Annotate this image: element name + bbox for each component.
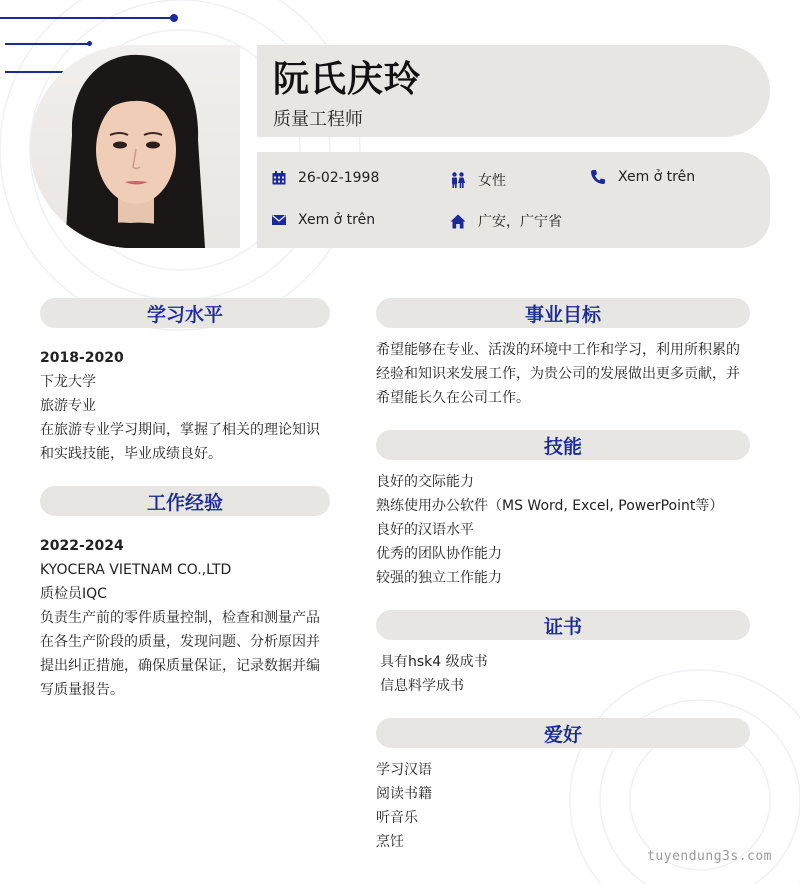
birthdate-value: 26-02-1998 bbox=[298, 170, 380, 186]
education-major: 旅游专业 bbox=[40, 398, 96, 414]
phone-icon bbox=[590, 169, 606, 185]
name-panel bbox=[257, 45, 770, 137]
skills-section bbox=[376, 470, 776, 590]
address-value: 广安，广宁省 bbox=[478, 214, 562, 230]
phone-value: Xem ở trên bbox=[618, 169, 696, 185]
contact-phone bbox=[590, 169, 695, 185]
gender-value: 女性 bbox=[478, 173, 506, 189]
experience-heading: 工作经验 bbox=[40, 486, 330, 516]
experience-desc-line: 写质量报告。 bbox=[40, 682, 124, 698]
objective-section bbox=[376, 338, 766, 410]
certificate-item: 信息料学成书 bbox=[380, 678, 464, 694]
objective-line: 希望能够在专业、活泼的环境中工作和学习，利用所积累的 bbox=[376, 342, 740, 358]
decor-line-3 bbox=[5, 71, 63, 73]
contact-address bbox=[450, 211, 562, 231]
experience-desc-line: 提出纠正措施，确保质量保证，记录数据并编 bbox=[40, 658, 320, 674]
watermark: tuyendung3s.com bbox=[647, 849, 772, 864]
job-title: 质量工程师 bbox=[273, 109, 363, 130]
skill-item: 优秀的团队协作能力 bbox=[376, 546, 502, 562]
home-icon bbox=[450, 214, 466, 229]
full-name: 阮氏庆玲 bbox=[273, 59, 422, 100]
education-school: 下龙大学 bbox=[40, 374, 96, 390]
experience-desc-line: 在各生产阶段的质量，发现问题、分析原因并 bbox=[40, 634, 320, 650]
experience-period: 2022-2024 bbox=[40, 538, 124, 554]
hobby-item: 听音乐 bbox=[376, 810, 418, 826]
skill-item: 良好的交际能力 bbox=[376, 474, 474, 490]
education-period: 2018-2020 bbox=[40, 350, 124, 366]
contact-panel bbox=[257, 152, 770, 248]
decor-dot-1 bbox=[170, 14, 178, 22]
objective-line: 经验和知识来发展工作，为贵公司的发展做出更多贡献，并 bbox=[376, 366, 740, 382]
skill-item: 熟练使用办公软件（MS Word, Excel, PowerPoint等） bbox=[376, 498, 724, 514]
education-desc-line: 在旅游专业学习期间，掌握了相关的理论知识 bbox=[40, 422, 320, 438]
hobbies-section bbox=[376, 758, 756, 854]
experience-company: KYOCERA VIETNAM CO.,LTD bbox=[40, 562, 232, 578]
hobby-item: 阅读书籍 bbox=[376, 786, 432, 802]
gender-icon bbox=[450, 172, 466, 188]
skills-heading: 技能 bbox=[376, 430, 750, 460]
decor-line-1 bbox=[0, 17, 172, 19]
skill-item: 良好的汉语水平 bbox=[376, 522, 474, 538]
contact-gender bbox=[450, 170, 506, 190]
calendar-icon bbox=[272, 171, 286, 185]
experience-position: 质检员IQC bbox=[40, 586, 107, 602]
hobby-item: 学习汉语 bbox=[376, 762, 432, 778]
objective-line: 希望能长久在公司工作。 bbox=[376, 390, 530, 406]
profile-photo bbox=[30, 45, 240, 248]
experience-desc-line: 负责生产前的零件质量控制，检查和测量产品 bbox=[40, 610, 320, 626]
decor-line-2 bbox=[5, 43, 89, 45]
contact-birthdate bbox=[272, 170, 379, 186]
hobbies-heading: 爱好 bbox=[376, 718, 750, 748]
education-section bbox=[40, 346, 340, 466]
certificates-heading: 证书 bbox=[376, 610, 750, 640]
email-value: Xem ở trên bbox=[298, 212, 376, 228]
certificates-section bbox=[380, 650, 760, 698]
certificate-item: 具有hsk4 级成书 bbox=[380, 654, 488, 670]
education-heading: 学习水平 bbox=[40, 298, 330, 328]
experience-section bbox=[40, 534, 340, 702]
contact-email bbox=[272, 212, 375, 228]
skill-item: 较强的独立工作能力 bbox=[376, 570, 502, 586]
education-desc-line: 和实践技能，毕业成绩良好。 bbox=[40, 446, 222, 462]
hobby-item: 烹饪 bbox=[376, 834, 404, 850]
email-icon bbox=[272, 214, 286, 226]
objective-heading: 事业目标 bbox=[376, 298, 750, 328]
decor-dot-2 bbox=[87, 41, 92, 46]
